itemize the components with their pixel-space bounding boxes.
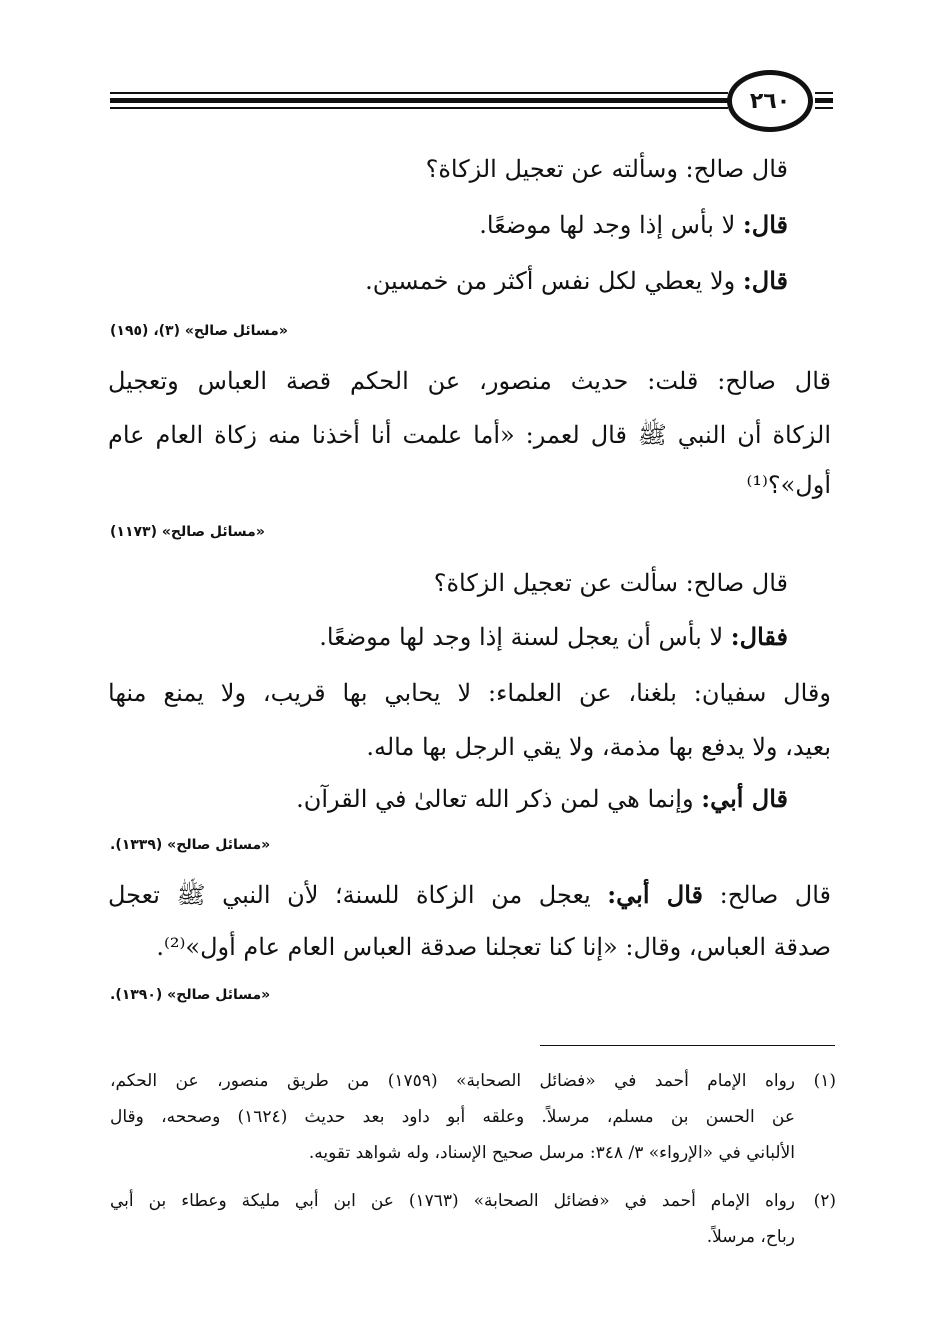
- header-rule-left: [110, 92, 728, 110]
- body-line: قال صالح: قلت: حديث منصور، عن الحكم قصة العباس وتعجيل: [108, 367, 831, 395]
- body-text: لا بأس إذا وجد لها موضعًا.: [479, 211, 743, 239]
- footnote-line: الألباني في «الإرواء» ٣/ ٣٤٨: مرسل صحيح الإسناد، وله شواهد تقويه.: [308, 1143, 795, 1163]
- body-line: قال صالح: سألت عن تعجيل الزكاة؟: [433, 569, 788, 597]
- header-rule-right: [815, 92, 833, 110]
- speaker: فقال:: [730, 622, 788, 651]
- source-reference: «مسائل صالح» (١٣٩٠).: [110, 987, 271, 1003]
- body-line: صدقة العباس، وقال: «إنا كنا تعجلنا صدقة العباس العام عام أول»⁽²⁾.: [156, 933, 831, 961]
- body-line: [108, 264, 788, 298]
- source-reference: «مسائل صالح» (١٣٣٩).: [110, 837, 271, 853]
- footnote-separator: [540, 1045, 835, 1046]
- speaker: قال:: [742, 266, 788, 295]
- speaker: قال أبي:: [607, 880, 704, 909]
- footnote-line: رباح، مرسلاً.: [706, 1227, 795, 1247]
- body-line: [108, 782, 788, 816]
- body-text: لا بأس أن يعجل لسنة إذا وجد لها موضعًا.: [319, 623, 731, 651]
- speaker: قال أبي:: [701, 784, 788, 813]
- footnote-line: رواه الإمام أحمد في «فضائل الصحابة» (١٧٥٩) من طريق منصور، عن الحكم،: [110, 1071, 796, 1091]
- body-line: الزكاة أن النبي ﷺ قال لعمر: «أما علمت أنا أخذنا منه زكاة العام عام: [108, 421, 831, 449]
- source-reference: «مسائل صالح» (١١٧٣): [110, 524, 265, 540]
- speaker: قال:: [742, 210, 788, 239]
- body-line: أول»؟⁽¹⁾: [746, 471, 831, 499]
- footnote-line: عن الحسن بن مسلم، مرسلاً. وعلقه أبو داود بعد حديث (١٦٢٤) وصححه، وقال: [110, 1107, 796, 1127]
- body-line: وقال سفيان: بلغنا، عن العلماء: لا يحابي بها قريب، ولا يمنع منها: [108, 679, 831, 707]
- body-line: بعيد، ولا يدفع بها مذمة، ولا يقي الرجل بها ماله.: [366, 733, 831, 761]
- body-line: قال صالح: وسألته عن تعجيل الزكاة؟: [425, 155, 788, 183]
- footnote-number: (١): [813, 1071, 836, 1091]
- body-line: [108, 208, 788, 242]
- body-text: قال صالح:: [703, 881, 832, 909]
- body-text: وإنما هي لمن ذكر الله تعالىٰ في القرآن.: [296, 785, 702, 813]
- body-line: [108, 878, 831, 912]
- body-text: ولا يعطي لكل نفس أكثر من خمسين.: [365, 267, 743, 295]
- footnote-number: (٢): [813, 1191, 836, 1211]
- source-reference: «مسائل صالح» (٣)، (١٩٥): [110, 323, 288, 339]
- body-line: [108, 620, 788, 654]
- page-number: ٢٦٠: [727, 70, 813, 132]
- body-text: يعجل من الزكاة للسنة؛ لأن النبي ﷺ تعجل: [108, 881, 608, 909]
- footnote-line: رواه الإمام أحمد في «فضائل الصحابة» (١٧٦٣) عن ابن أبي مليكة وعطاء بن أبي: [110, 1191, 795, 1211]
